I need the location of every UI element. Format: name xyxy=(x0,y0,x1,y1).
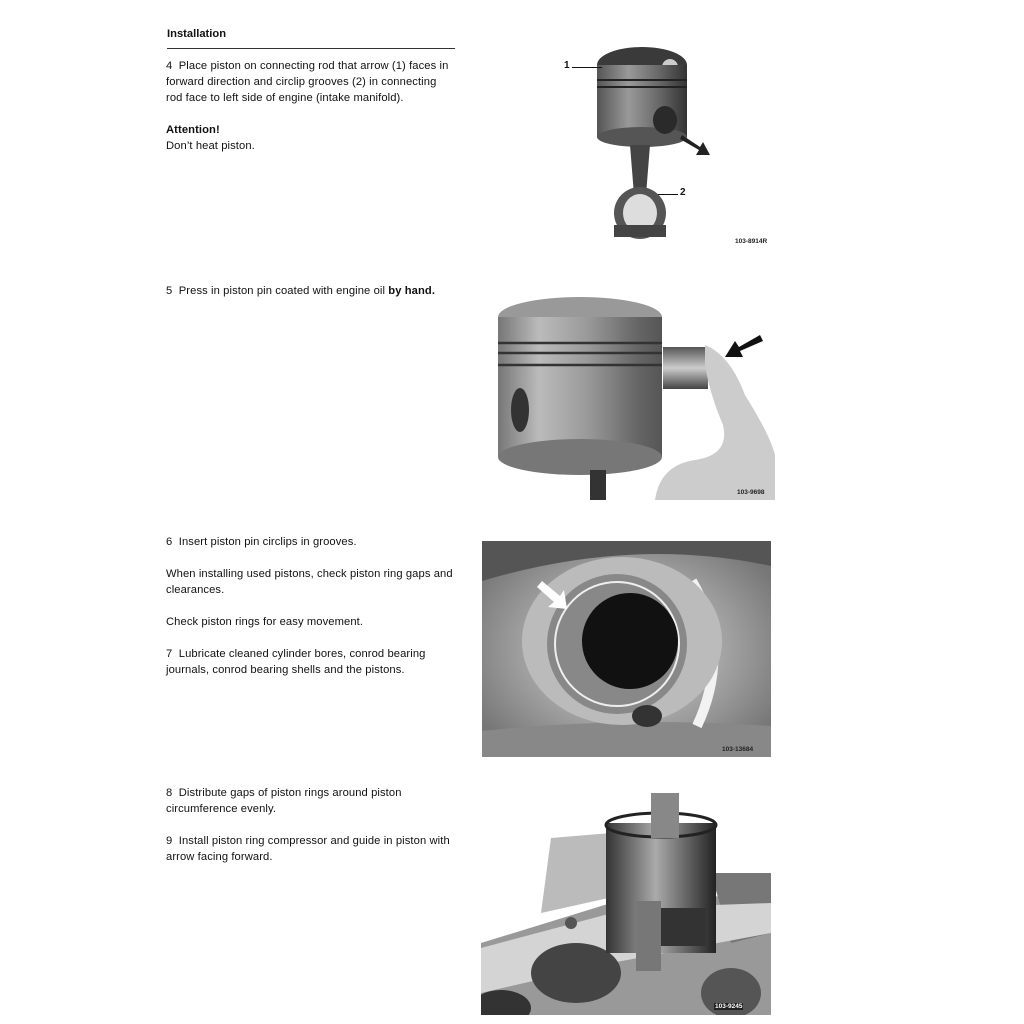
figure-piston-conrod xyxy=(560,35,785,255)
step-9 xyxy=(166,833,456,865)
callout-1: 1 xyxy=(564,60,570,71)
figure-number: 103-9245 xyxy=(715,1003,743,1010)
callout-2-leader xyxy=(658,194,678,195)
step-number: 8 xyxy=(166,787,173,799)
figure-number: 103-13684 xyxy=(722,746,754,753)
heading-divider xyxy=(167,48,455,49)
step-4 xyxy=(166,58,456,154)
step-6 xyxy=(166,534,456,678)
callout-2: 2 xyxy=(680,187,686,198)
step-8 xyxy=(166,785,456,865)
figure-number: 103-8914R xyxy=(735,238,768,245)
attention-text: Don’t heat piston. xyxy=(166,140,255,152)
figure-number: 103-9698 xyxy=(737,489,765,496)
step-instruction: Press in piston pin coated with engine oil xyxy=(178,285,389,297)
step-instruction: Install piston ring compressor and guide in piston with arrow facing forward. xyxy=(166,835,450,863)
figure-piston-pin xyxy=(495,295,775,500)
step-instruction: Distribute gaps of piston rings around piston circumference evenly. xyxy=(166,787,402,815)
emphasis-text: by hand. xyxy=(388,285,436,297)
step-7 xyxy=(166,646,456,678)
step-number: 5 xyxy=(166,285,173,297)
attention-title: Attention! xyxy=(166,124,220,136)
figure-ring-compressor xyxy=(481,793,771,1015)
step-instruction: Insert piston pin circlips in grooves. xyxy=(178,536,357,548)
step-instruction: Lubricate cleaned cylinder bores, conrod bearing journals, conrod bearing shells and the pistons. xyxy=(166,648,426,676)
step-6-note-1: When installing used pistons, check piston ring gaps and clearances. xyxy=(166,568,453,596)
step-number: 6 xyxy=(166,536,173,548)
step-5 xyxy=(166,283,466,299)
step-4-text xyxy=(166,58,456,106)
step-6-note-2: Check piston rings for easy movement. xyxy=(166,616,364,628)
callout-1-leader xyxy=(572,67,602,68)
step-number: 4 xyxy=(166,60,173,72)
step-number: 9 xyxy=(166,835,173,847)
figure-circlip xyxy=(482,541,771,757)
step-instruction: Place piston on connecting rod that arrow (1) faces in forward direction and circlip grooves (2) in connecting rod face to left side of engine (intake manifold). xyxy=(166,60,449,104)
step-number: 7 xyxy=(166,648,173,660)
section-heading: Installation xyxy=(167,28,227,40)
